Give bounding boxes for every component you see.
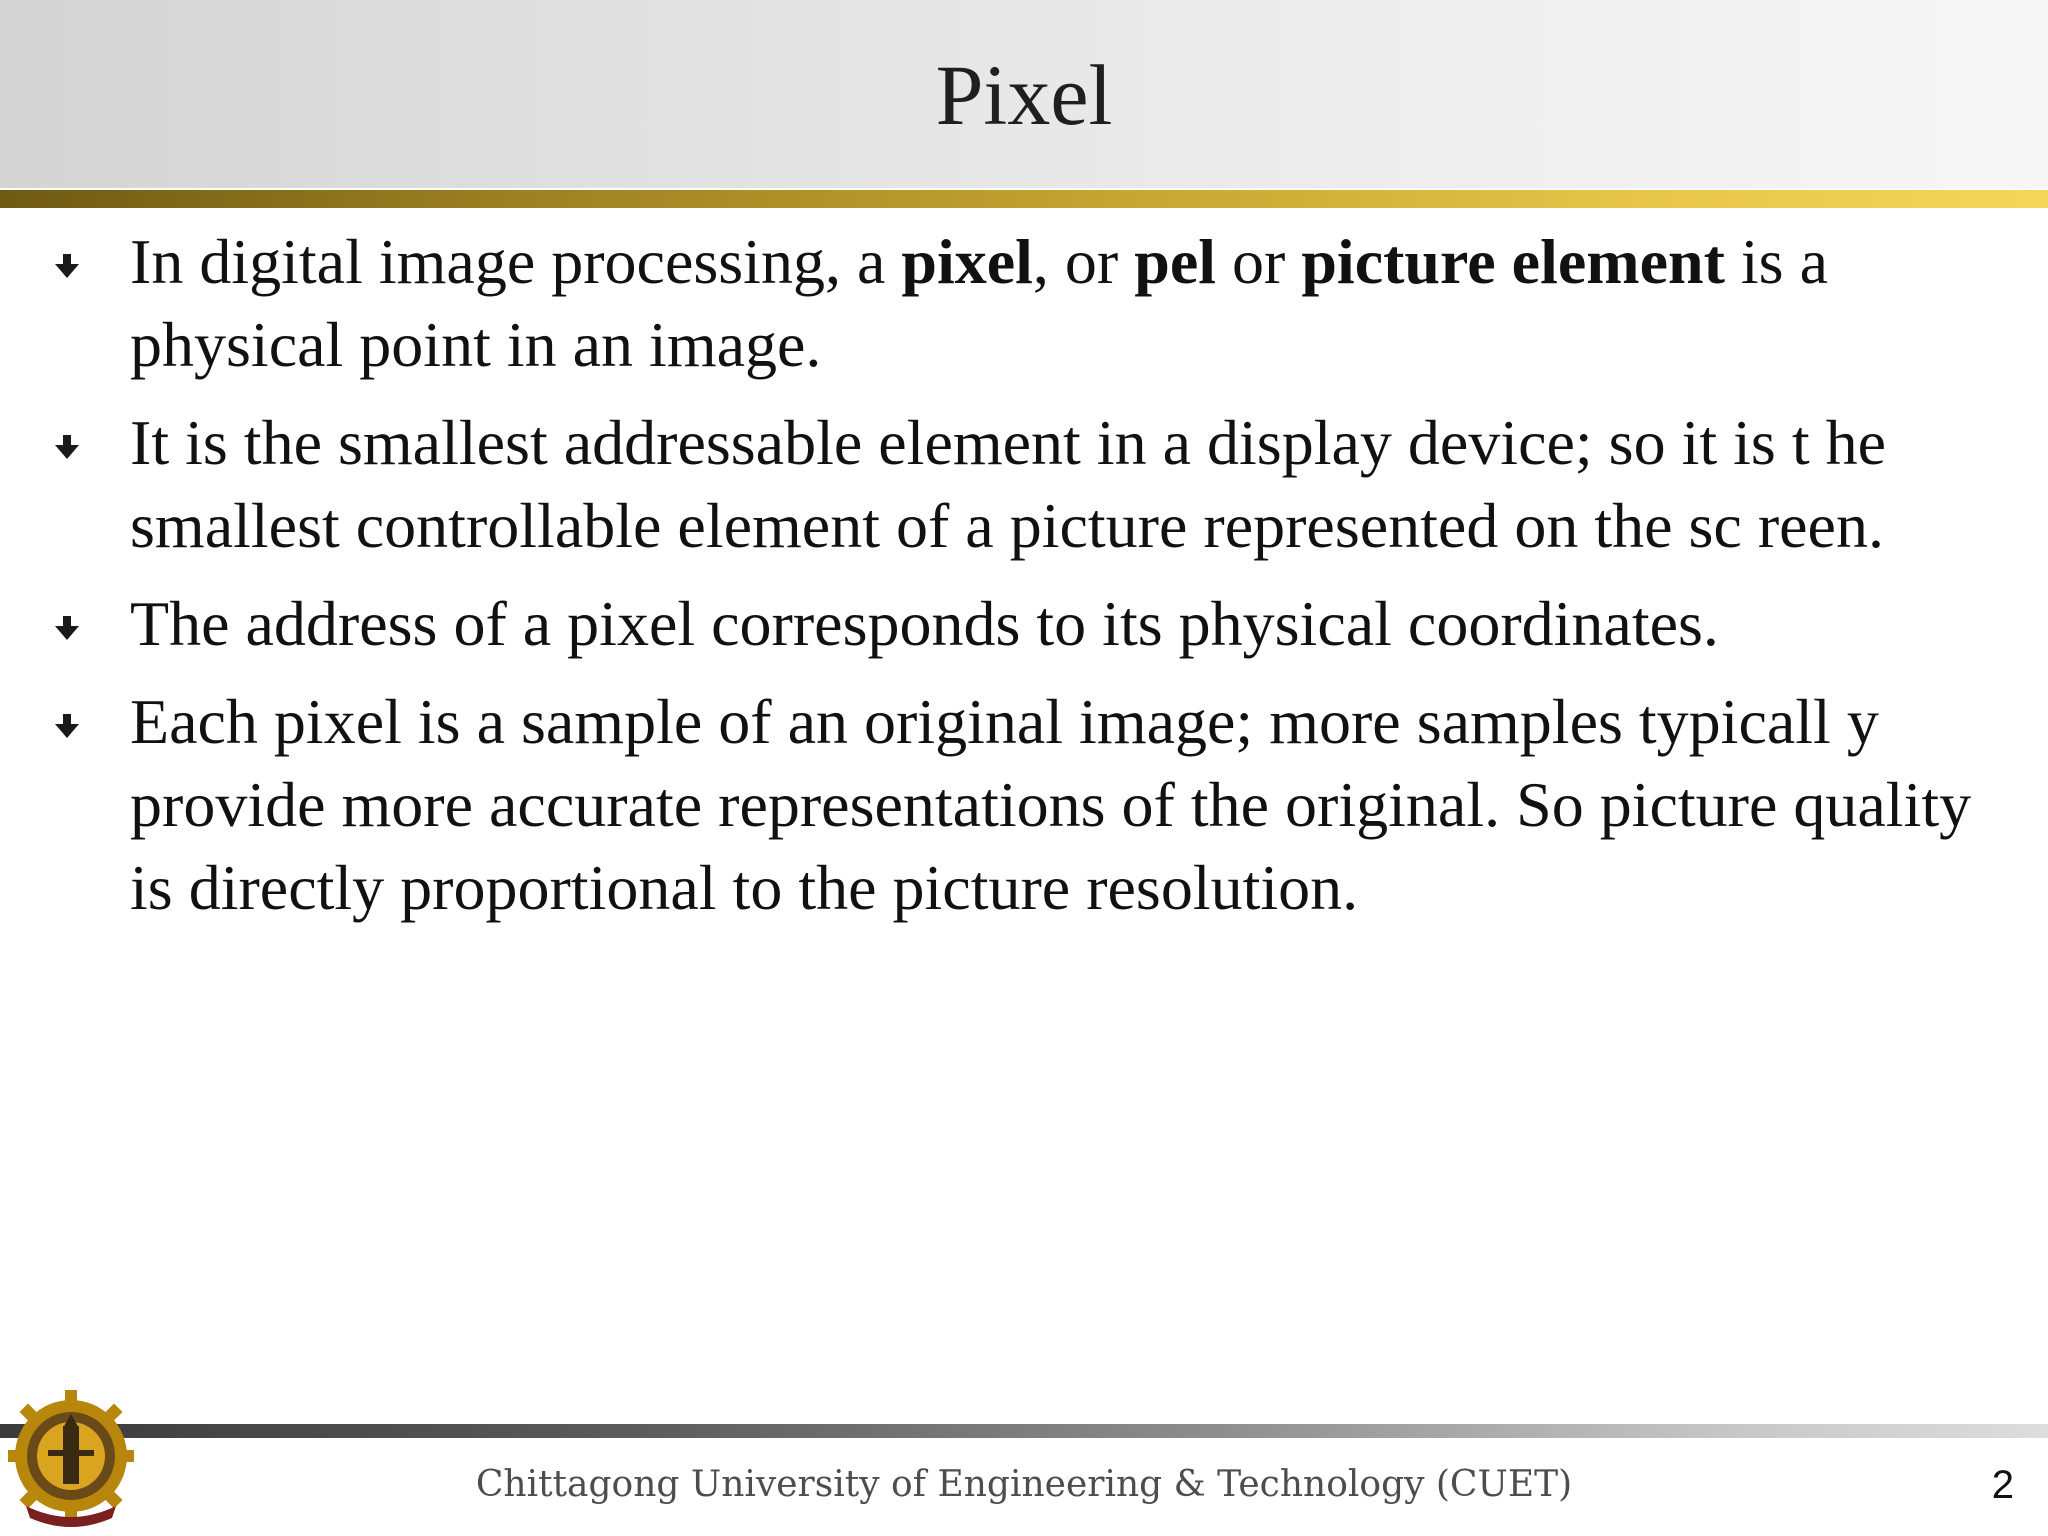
bullet-text-run: is a physical point in an image. xyxy=(130,226,1828,380)
bullet-text-run: In digital image processing, a xyxy=(130,226,902,297)
bullet-text: It is the smallest addressable element in a display device; so it is t he smallest controllable element of a picture represented on the sc reen. xyxy=(130,407,1886,561)
bullet-item xyxy=(0,582,2048,665)
term-pel: pel xyxy=(1134,226,1216,297)
term-picture-element: picture element xyxy=(1301,226,1725,297)
arrow-bullet-icon xyxy=(50,250,84,284)
bullet-item xyxy=(0,680,2048,929)
arrow-bullet-icon xyxy=(50,612,84,646)
bullet-text: Each pixel is a sample of an original image; more samples typicall y provide more accurate representations of the original. So picture quality is directly proportional to the picture resolution. xyxy=(130,686,1972,923)
term-pixel: pixel xyxy=(901,226,1033,297)
bullet-text-run: , or xyxy=(1032,226,1135,297)
slide-title: Pixel xyxy=(935,47,1113,143)
bullet-text-run: or xyxy=(1216,226,1302,297)
bullet-list xyxy=(0,220,2048,944)
footer-institution: Chittagong University of Engineering & Technology (CUET) xyxy=(475,1464,1573,1505)
page-number: 2 xyxy=(1991,1463,2014,1507)
bullet-item xyxy=(0,220,2048,386)
bullet-text: The address of a pixel corresponds to its physical coordinates. xyxy=(130,588,1719,659)
arrow-bullet-icon xyxy=(50,431,84,465)
bullet-item xyxy=(0,401,2048,567)
title-divider xyxy=(0,190,2048,208)
bullet-text xyxy=(130,226,1828,380)
footer-divider xyxy=(0,1424,2048,1438)
arrow-bullet-icon xyxy=(50,710,84,744)
